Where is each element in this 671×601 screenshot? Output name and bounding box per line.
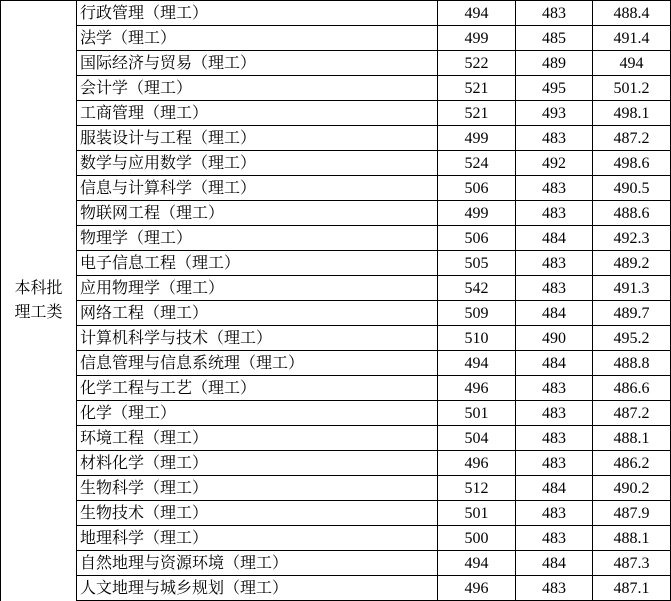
score-cell-v3: 489.7 (593, 301, 671, 326)
score-cell-v3: 490.2 (593, 476, 671, 501)
score-cell-v3: 488.1 (593, 526, 671, 551)
major-name-cell: 服装设计与工程（理工） (77, 126, 438, 151)
major-name-cell: 环境工程（理工） (77, 426, 438, 451)
table-row (1, 401, 671, 426)
major-name-cell: 信息管理与信息系统理（理工） (77, 351, 438, 376)
score-cell-v1: 510 (438, 326, 516, 351)
category-line2: 理工类 (14, 303, 63, 321)
table-row (1, 576, 671, 601)
major-name-cell: 国际经济与贸易（理工） (77, 51, 438, 76)
table-row (1, 101, 671, 126)
major-name-cell: 数学与应用数学（理工） (77, 151, 438, 176)
major-name-cell: 计算机科学与技术（理工） (77, 326, 438, 351)
score-cell-v3: 486.2 (593, 451, 671, 476)
score-table-body (1, 1, 671, 601)
score-cell-v3: 487.1 (593, 576, 671, 601)
table-row (1, 301, 671, 326)
score-cell-v1: 524 (438, 151, 516, 176)
score-cell-v3: 488.8 (593, 351, 671, 376)
table-row (1, 51, 671, 76)
table-row (1, 151, 671, 176)
score-cell-v2: 483 (516, 126, 593, 151)
major-name-cell: 自然地理与资源环境（理工） (77, 551, 438, 576)
score-cell-v1: 509 (438, 301, 516, 326)
table-row (1, 376, 671, 401)
table-row (1, 351, 671, 376)
table-row (1, 251, 671, 276)
score-cell-v3: 501.2 (593, 76, 671, 101)
major-name-cell: 化学工程与工艺（理工） (77, 376, 438, 401)
score-cell-v3: 489.2 (593, 251, 671, 276)
score-cell-v3: 491.4 (593, 26, 671, 51)
score-cell-v2: 485 (516, 26, 593, 51)
score-cell-v3: 487.2 (593, 126, 671, 151)
major-name-cell: 生物科学（理工） (77, 476, 438, 501)
score-cell-v2: 483 (516, 201, 593, 226)
score-cell-v1: 506 (438, 176, 516, 201)
score-cell-v2: 492 (516, 151, 593, 176)
category-cell (1, 1, 77, 601)
major-name-cell: 行政管理（理工） (77, 1, 438, 26)
category-border-stub (76, 576, 77, 579)
score-cell-v1: 500 (438, 526, 516, 551)
score-cell-v1: 521 (438, 101, 516, 126)
major-name-cell: 物联网工程（理工） (77, 201, 438, 226)
score-cell-v2: 484 (516, 551, 593, 576)
score-cell-v2: 484 (516, 351, 593, 376)
table-row (1, 276, 671, 301)
score-cell-v2: 483 (516, 426, 593, 451)
score-cell-v1: 494 (438, 351, 516, 376)
major-name-cell: 材料化学（理工） (77, 451, 438, 476)
score-cell-v3: 488.1 (593, 426, 671, 451)
major-name-cell: 人文地理与城乡规划（理工） (77, 576, 438, 601)
score-cell-v1: 522 (438, 51, 516, 76)
score-cell-v2: 483 (516, 376, 593, 401)
table-row (1, 501, 671, 526)
score-cell-v2: 483 (516, 451, 593, 476)
score-cell-v3: 486.6 (593, 376, 671, 401)
table-row (1, 451, 671, 476)
table-row (1, 551, 671, 576)
major-name-cell: 化学（理工） (77, 401, 438, 426)
table-row (1, 476, 671, 501)
score-cell-v2: 493 (516, 101, 593, 126)
table-row (1, 1, 671, 26)
major-name-cell: 网络工程（理工） (77, 301, 438, 326)
table-row (1, 326, 671, 351)
score-cell-v1: 512 (438, 476, 516, 501)
score-cell-v1: 494 (438, 551, 516, 576)
score-cell-v2: 483 (516, 526, 593, 551)
score-cell-v3: 488.6 (593, 201, 671, 226)
score-cell-v3: 495.2 (593, 326, 671, 351)
score-cell-v2: 483 (516, 501, 593, 526)
score-cell-v1: 504 (438, 426, 516, 451)
major-name-cell: 电子信息工程（理工） (77, 251, 438, 276)
score-cell-v3: 494 (593, 51, 671, 76)
score-cell-v1: 496 (438, 451, 516, 476)
score-cell-v1: 542 (438, 276, 516, 301)
score-cell-v3: 491.3 (593, 276, 671, 301)
score-cell-v3: 498.6 (593, 151, 671, 176)
score-cell-v2: 484 (516, 226, 593, 251)
major-name-cell: 物理学（理工） (77, 226, 438, 251)
table-row (1, 201, 671, 226)
score-cell-v2: 483 (516, 1, 593, 26)
score-cell-v1: 505 (438, 251, 516, 276)
score-cell-v1: 494 (438, 1, 516, 26)
score-cell-v1: 499 (438, 26, 516, 51)
major-name-cell: 信息与计算科学（理工） (77, 176, 438, 201)
table-row (1, 226, 671, 251)
major-name-cell: 法学（理工） (77, 26, 438, 51)
table-row (1, 126, 671, 151)
category-line1: 本科批 (14, 279, 63, 297)
score-cell-v1: 501 (438, 401, 516, 426)
score-cell-v2: 483 (516, 176, 593, 201)
score-cell-v2: 490 (516, 326, 593, 351)
score-cell-v1: 499 (438, 126, 516, 151)
major-name-cell: 应用物理学（理工） (77, 276, 438, 301)
score-cell-v2: 483 (516, 401, 593, 426)
score-cell-v3: 487.3 (593, 551, 671, 576)
score-cell-v2: 484 (516, 476, 593, 501)
score-cell-v1: 501 (438, 501, 516, 526)
score-cell-v2: 489 (516, 51, 593, 76)
score-cell-v2: 483 (516, 576, 593, 601)
score-cell-v3: 492.3 (593, 226, 671, 251)
score-cell-v2: 484 (516, 301, 593, 326)
table-row (1, 426, 671, 451)
score-cell-v1: 496 (438, 376, 516, 401)
table-row (1, 26, 671, 51)
major-name-cell: 地理科学（理工） (77, 526, 438, 551)
table-row (1, 526, 671, 551)
score-cell-v3: 498.1 (593, 101, 671, 126)
score-cell-v1: 521 (438, 76, 516, 101)
table-row (1, 76, 671, 101)
table-row (1, 176, 671, 201)
score-cell-v3: 488.4 (593, 1, 671, 26)
score-cell-v1: 496 (438, 576, 516, 601)
score-cell-v2: 483 (516, 251, 593, 276)
major-name-cell: 生物技术（理工） (77, 501, 438, 526)
major-name-cell: 工商管理（理工） (77, 101, 438, 126)
score-cell-v2: 483 (516, 276, 593, 301)
score-cell-v3: 490.5 (593, 176, 671, 201)
score-cell-v1: 506 (438, 226, 516, 251)
score-cell-v3: 487.2 (593, 401, 671, 426)
score-cell-v3: 487.9 (593, 501, 671, 526)
score-cell-v1: 499 (438, 201, 516, 226)
major-name-cell: 会计学（理工） (77, 76, 438, 101)
left-border-stub (0, 576, 1, 579)
score-cell-v2: 495 (516, 76, 593, 101)
